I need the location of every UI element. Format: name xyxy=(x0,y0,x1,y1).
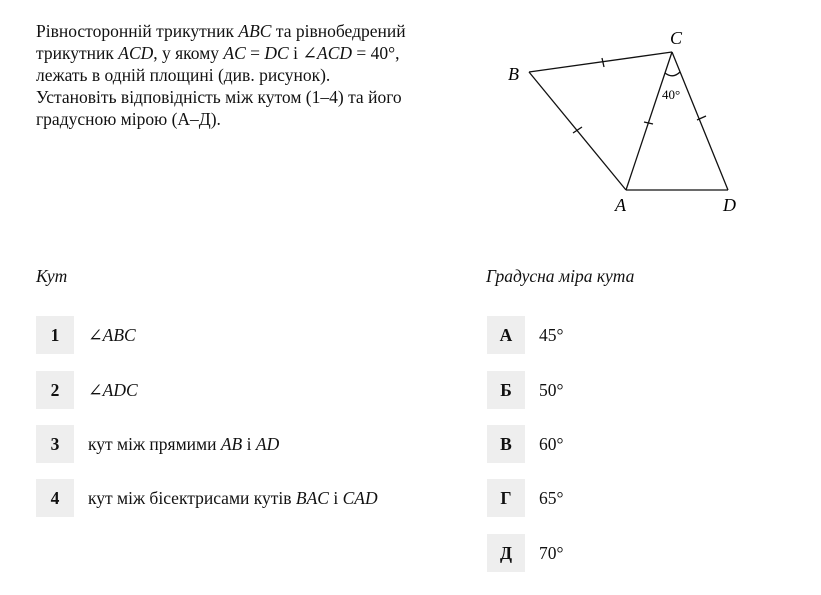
option-value: 65° xyxy=(539,487,564,508)
problem-line-2: трикутник ACD, у якому AC = DC і ∠ACD = 40°, xyxy=(36,43,400,63)
label-d: D xyxy=(723,195,736,215)
angle-text: ∠ABC xyxy=(88,324,136,345)
segment-ca xyxy=(626,52,672,190)
angle-text: ∠ADC xyxy=(88,379,138,400)
angle-text: кут між прямими AB і AD xyxy=(88,433,280,454)
label-a: A xyxy=(615,195,626,215)
segment-cd xyxy=(672,52,728,190)
option-letter: Д xyxy=(487,534,525,572)
option-row-v xyxy=(487,425,564,463)
option-row-d xyxy=(487,534,564,572)
angle-number: 2 xyxy=(36,371,74,409)
angle-row-3 xyxy=(36,425,279,463)
segment-ba xyxy=(529,72,626,190)
problem-line-5: градусною мірою (А–Д). xyxy=(36,109,221,129)
option-letter: Б xyxy=(487,371,525,409)
angle-row-4 xyxy=(36,479,378,517)
option-value: 70° xyxy=(539,542,564,563)
option-row-b xyxy=(487,371,564,409)
problem-line-4: Установіть відповідність між кутом (1–4) та його xyxy=(36,87,402,107)
option-letter: А xyxy=(487,316,525,354)
option-row-h xyxy=(487,479,564,517)
angle-text: кут між бісектрисами кутів BAC і CAD xyxy=(88,487,378,508)
angle-number: 1 xyxy=(36,316,74,354)
left-column-header: Кут xyxy=(36,266,68,286)
segment-bc xyxy=(529,52,672,72)
option-row-a xyxy=(487,316,564,354)
angle-label: 40° xyxy=(662,87,681,102)
right-column-header: Градусна міра кута xyxy=(486,266,635,286)
label-c: C xyxy=(670,28,683,48)
angle-row-1 xyxy=(36,316,136,354)
option-value: 50° xyxy=(539,379,564,400)
option-letter: В xyxy=(487,425,525,463)
angle-number: 3 xyxy=(36,425,74,463)
option-value: 45° xyxy=(539,324,564,345)
problem-line-1: Рівносторонній трикутник ABC та рівнобедрений xyxy=(36,21,406,41)
tick-ca xyxy=(644,122,653,124)
angle-row-2 xyxy=(36,371,138,409)
angle-number: 4 xyxy=(36,479,74,517)
option-letter: Г xyxy=(487,479,525,517)
problem-line-3: лежать в одній площині (див. рисунок). xyxy=(36,65,331,85)
tick-cd xyxy=(697,116,706,120)
tick-ba xyxy=(573,127,582,133)
label-b: B xyxy=(508,64,519,84)
tick-bc xyxy=(602,58,604,67)
option-value: 60° xyxy=(539,433,564,454)
angle-arc-c xyxy=(665,72,680,76)
problem-statement xyxy=(36,20,506,130)
